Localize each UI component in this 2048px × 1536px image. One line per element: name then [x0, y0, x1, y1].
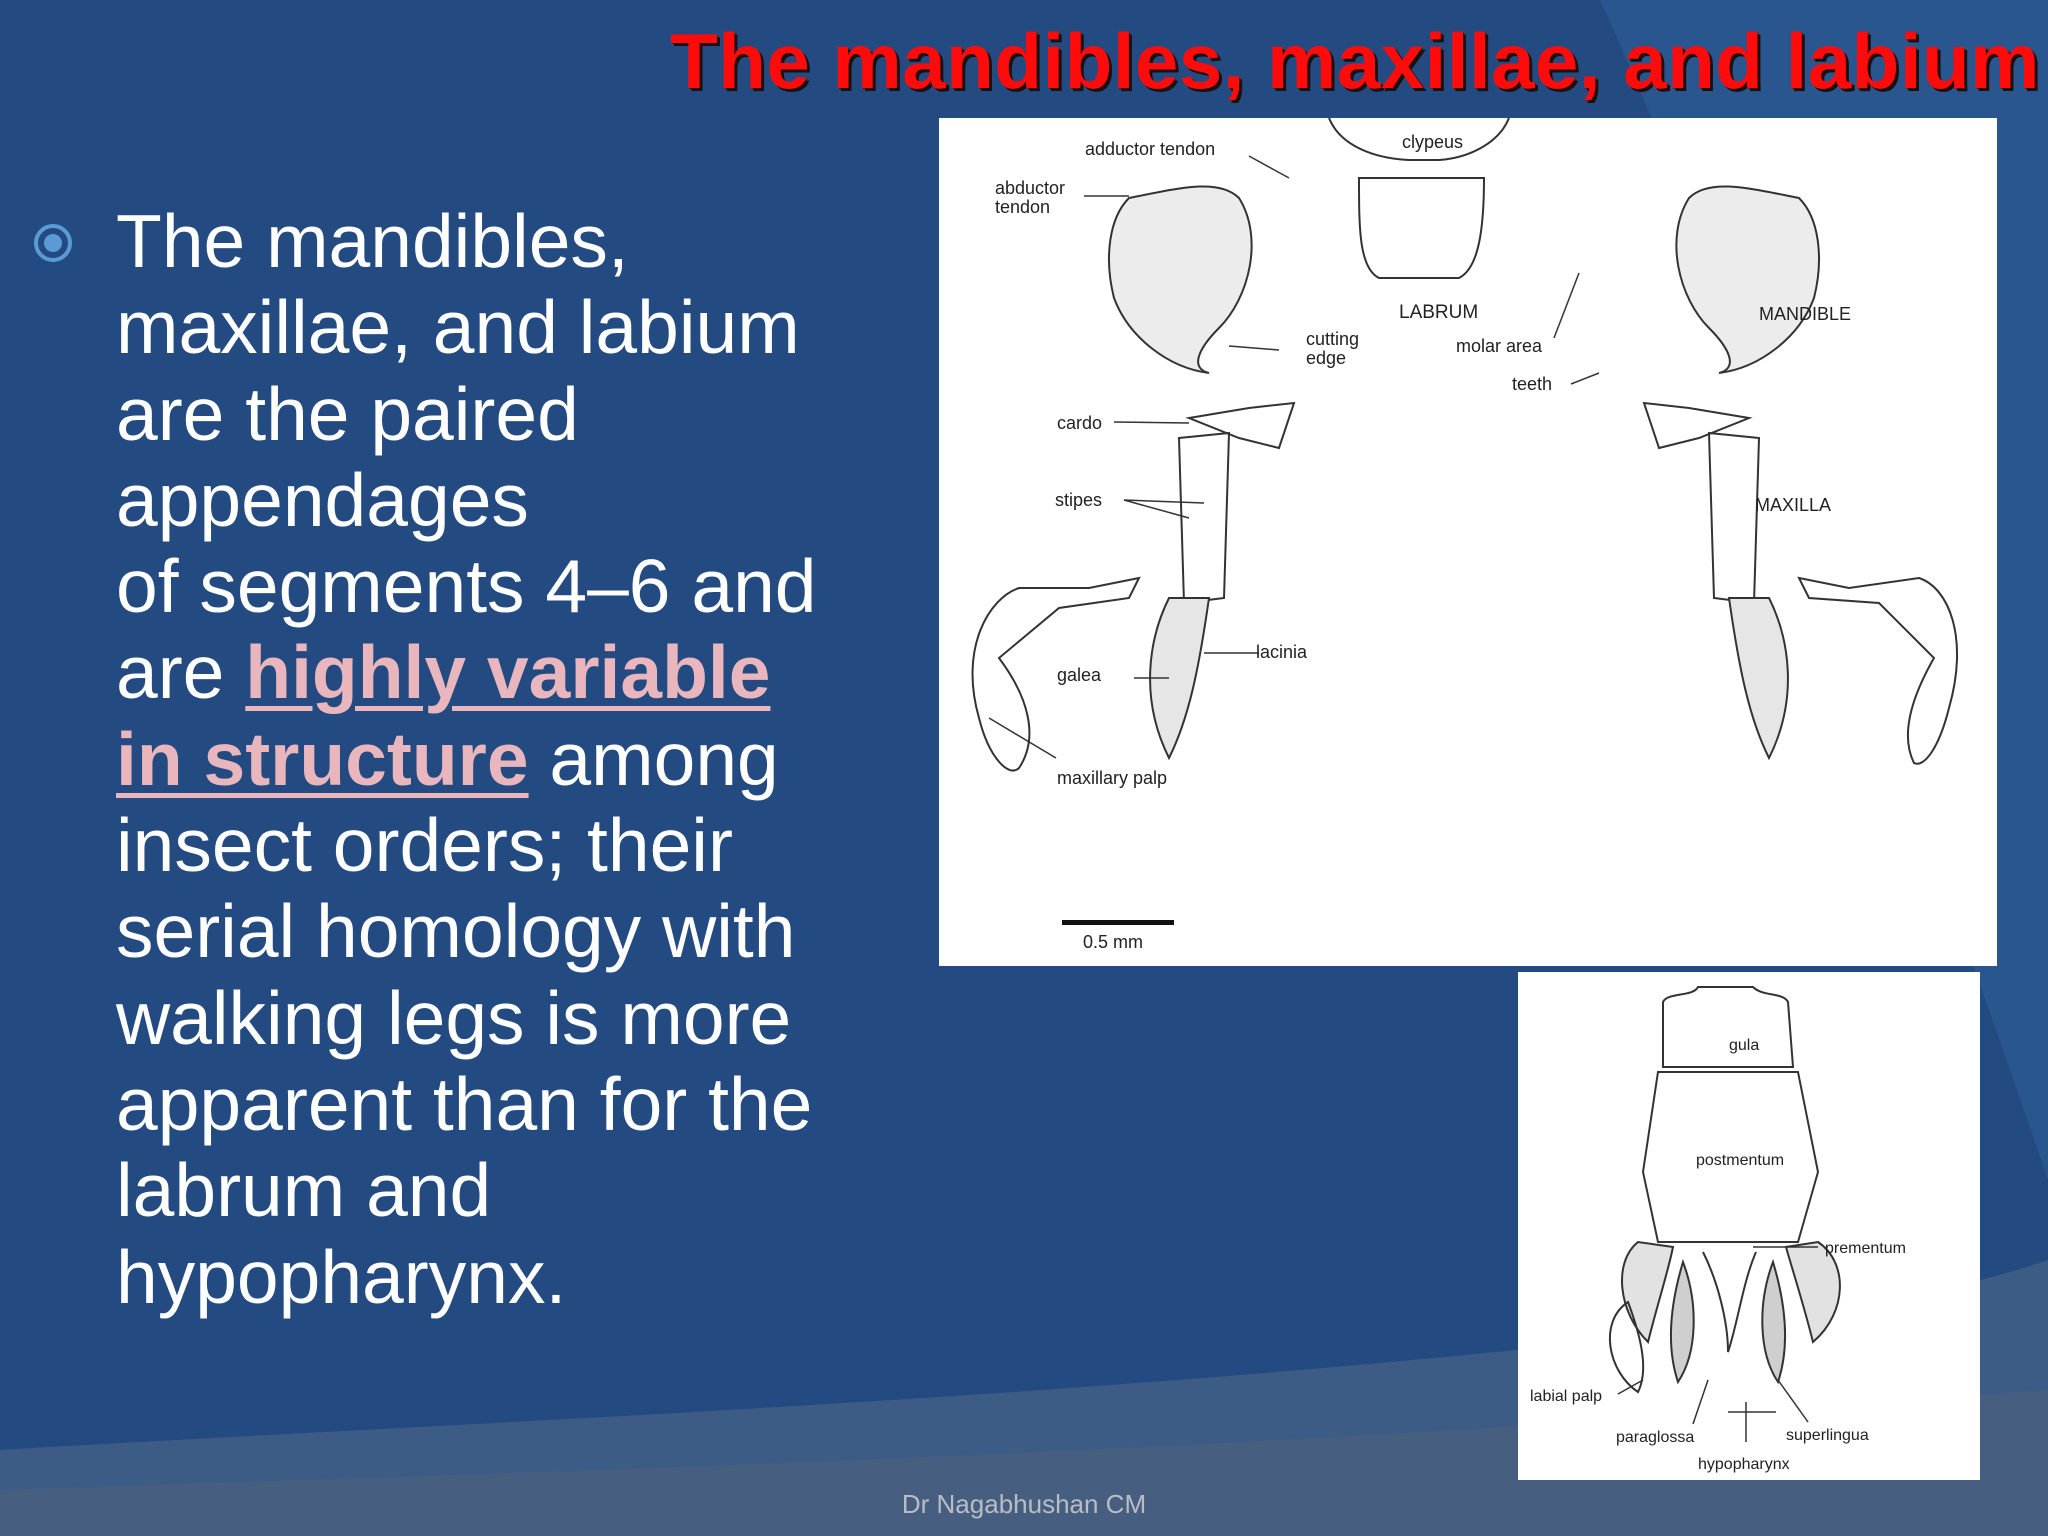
label-labial-palp: labial palp — [1530, 1388, 1603, 1405]
body-line: labrum and — [116, 1148, 492, 1233]
label-cutting-edge-line2: edge — [1306, 348, 1347, 368]
body-line: apparent than for the — [116, 1061, 813, 1146]
body-line: are the paired — [116, 371, 579, 456]
body-line: of segments 4–6 and — [116, 544, 817, 629]
label-galea: galea — [1057, 665, 1102, 685]
mouthparts-drawing — [939, 118, 1997, 966]
body-paragraph — [116, 198, 886, 1320]
label-abductor-line1: abductor — [995, 178, 1066, 198]
label-mandible: MANDIBLE — [1759, 304, 1852, 324]
body-line: The mandibles, — [116, 199, 629, 283]
body-text-segment: among — [528, 716, 779, 801]
label-maxilla: MAXILLA — [1755, 495, 1832, 515]
label-cutting-edge-line1: cutting — [1306, 329, 1360, 349]
bullet-circle-icon — [32, 222, 74, 264]
label-adductor-tendon: adductor tendon — [1085, 139, 1216, 159]
label-prementum: prementum — [1825, 1240, 1906, 1257]
label-teeth: teeth — [1512, 374, 1553, 394]
label-scale: 0.5 mm — [1083, 932, 1144, 952]
body-line — [116, 629, 886, 715]
labium-figure — [1518, 972, 1980, 1480]
label-lacinia: lacinia — [1256, 642, 1308, 662]
label-paraglossa: paraglossa — [1616, 1429, 1695, 1446]
body-line: hypopharynx. — [116, 1234, 567, 1319]
mouthparts-figure — [939, 118, 1997, 966]
label-molar-area: molar area — [1456, 336, 1543, 356]
body-line — [116, 716, 886, 802]
footer-author: Dr Nagabhushan CM — [901, 1489, 1147, 1519]
label-superlingua: superlingua — [1786, 1427, 1869, 1444]
body-line: appendages — [116, 457, 529, 542]
label-hypopharynx: hypopharynx — [1698, 1456, 1790, 1473]
label-postmentum: postmentum — [1696, 1152, 1785, 1169]
label-clypeus: clypeus — [1402, 132, 1464, 152]
body-line: serial homology with — [116, 889, 796, 974]
label-stipes: stipes — [1055, 490, 1103, 510]
highlight-link[interactable]: highly variable — [245, 630, 771, 715]
label-cardo: cardo — [1057, 413, 1103, 433]
highlight-link[interactable]: in structure — [116, 716, 529, 801]
body-line: insect orders; their — [116, 803, 733, 888]
body-line: walking legs is more — [116, 975, 792, 1060]
body-line: maxillae, and labium — [116, 285, 800, 370]
label-labrum: LABRUM — [1399, 302, 1479, 323]
labium-drawing — [1518, 972, 1980, 1480]
label-gula: gula — [1729, 1037, 1760, 1054]
body-text-segment: are — [116, 630, 246, 715]
label-abductor-line2: tendon — [995, 197, 1051, 217]
slide-title: The mandibles, maxillae, and labium — [670, 17, 2040, 105]
label-maxillary-palp: maxillary palp — [1057, 768, 1168, 788]
scale-bar — [1062, 920, 1174, 925]
